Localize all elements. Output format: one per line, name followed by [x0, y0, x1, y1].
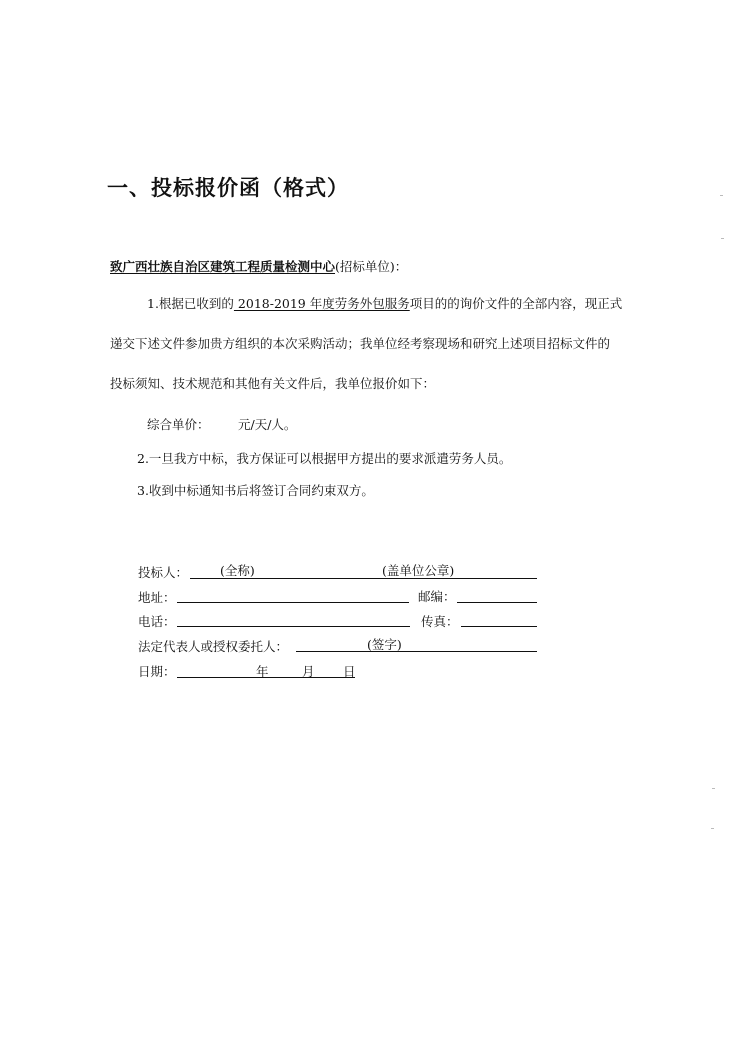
seal-hint: (盖单位公章) [382, 563, 455, 578]
item-1-line-3: 投标须知、技术规范和其他有关文件后，我单位报价如下： [110, 376, 436, 391]
recipient-suffix: (招标单位)： [335, 259, 408, 274]
postcode-label: 邮编： [418, 589, 456, 604]
date-day: 日 [343, 664, 356, 679]
scan-speck [712, 788, 715, 789]
item-1-rest: 项目的的询价文件的全部内容，现正式 [409, 296, 623, 311]
item-1-prefix: 1.根据已收到的 [147, 296, 234, 311]
recipient-line [110, 259, 407, 275]
page-title: 一、投标报价函（格式） [107, 176, 349, 200]
scan-speck [711, 828, 714, 829]
phone-line [177, 626, 410, 627]
unit-price-unit: 元/天/人。 [238, 417, 297, 432]
unit-price-label: 综合单价： [147, 417, 210, 432]
phone-label: 电话： [138, 614, 176, 629]
project-name: 2018-2019 年度劳务外包服务 [233, 296, 410, 311]
address-line [177, 602, 409, 603]
date-month: 月 [302, 664, 315, 679]
date-year: 年 [256, 664, 269, 679]
recipient-name: 致广西壮族自治区建筑工程质量检测中心 [110, 259, 336, 274]
address-label: 地址： [138, 590, 176, 605]
representative-label: 法定代表人或授权委托人： [138, 639, 289, 654]
sign-hint: (签字) [367, 637, 402, 652]
bidder-hint: (全称) [220, 563, 255, 578]
postcode-line [457, 602, 537, 603]
fax-label: 传真： [421, 614, 459, 629]
scan-speck [720, 195, 723, 196]
bidder-label: 投标人： [138, 565, 189, 580]
item-1-line-1 [147, 296, 622, 312]
scan-speck [721, 238, 724, 239]
representative-line [296, 651, 537, 652]
item-3: 3.收到中标通知书后将签订合同约束双方。 [137, 483, 374, 498]
fax-line [461, 626, 537, 627]
item-2: 2.一旦我方中标，我方保证可以根据甲方提出的要求派遣劳务人员。 [137, 451, 512, 466]
date-label: 日期： [138, 664, 176, 679]
item-1-line-2: 递交下述文件参加贵方组织的本次采购活动；我单位经考察现场和研究上述项目招标文件的 [110, 336, 611, 351]
